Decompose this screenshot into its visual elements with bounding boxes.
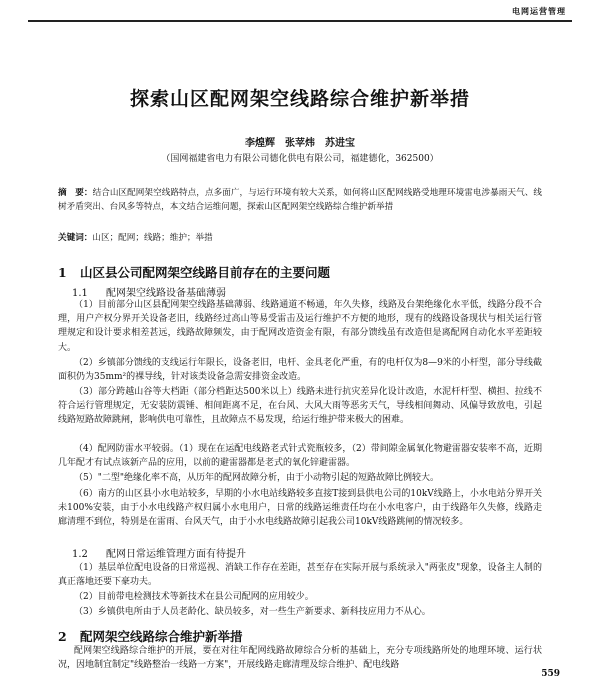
journal-header: 电网运营管理 — [512, 6, 566, 16]
subsection-title: 配网架空线路设备基础薄弱 — [106, 288, 226, 299]
subsection-title: 配网日常运维管理方面有待提升 — [106, 549, 246, 560]
body-paragraph: （3）乡镇供电所由于人员老龄化、缺员较多，对一些生产新要求、新科技应用力不从心。 — [74, 607, 431, 617]
keywords-text: 山区；配网；线路；维护；举措 — [92, 233, 213, 243]
subsection-number: 1.2 — [72, 549, 88, 560]
affiliation: （国网福建省电力有限公司德化供电有限公司，福建德化，362500） — [161, 154, 439, 164]
header-rule — [28, 20, 572, 22]
body-paragraph: （6）南方的山区县小水电站较多，早期的小水电站线路较多直接T接到县供电公司的10kV线路上，小水电站分界开关未100%安装，由于小水电线路产权归属小水电用户，日常的线路运维责任均在小水电客户，由于线路年久失修，线路走廊清理不到位，特别是在雷雨、台风天气，由于小水电线路故障引起我公司10kV线路跳闸的情况较多。 — [58, 489, 542, 528]
subsection-heading — [72, 545, 246, 560]
section-number: 1 — [58, 265, 67, 280]
paper-title: 探索山区配网架空线路综合维护新举措 — [129, 88, 470, 110]
keywords — [58, 231, 542, 243]
body-paragraph: 配网架空线路综合维护的开展，要在对往年配网线路故障综合分析的基础上，充分专项线路所处的地理环境、运行状况，因地制宜制定"线路整治一线路一方案"，开展线路走廊清理及综合维护、配电线路 — [58, 646, 542, 671]
body-paragraph: （2）乡镇部分馈线的支线运行年限长，设备老旧，电杆、金具老化严重，有的电杆仅为8—9米的小杆型，部分导线截面积仍为35mm²的裸导线，针对该类设备急需安排资金改造。 — [58, 358, 542, 383]
body-paragraph: （4）配网防雷水平较弱。（1）现在在运配电线路老式针式瓷瓶较多，（2）带间隙金属氧化物避雷器安装率不高，近期几年配才有试点该新产品的应用，以前的避雷器都是老式的氧化锌避雷器。 — [58, 444, 542, 469]
section-heading — [58, 263, 330, 281]
abstract-label: 摘 要： — [58, 188, 93, 198]
section-title: 山区县公司配网架空线路目前存在的主要问题 — [80, 265, 331, 280]
body-paragraph: （5）"二型"绝缘化率不高，从历年的配网故障分析，由于小动物引起的短路故障比例较大。 — [74, 473, 440, 483]
section-number: 2 — [58, 629, 67, 644]
section-heading — [58, 627, 243, 645]
authors: 李煌辉 张苹炜 苏进宝 — [245, 138, 355, 149]
body-paragraph: （1）目前部分山区县配网架空线路基础薄弱、线路通道不畅通，年久失修，线路及台架绝缘化水平低，线路分段不合理，用户产权分界开关设备老旧，线路经过高山等易受雷击及运行维护不方便的地形，现有的线路设备现状与相关运行管理规定和设计要求相差甚远，线路故障频发，由于配网改造资金有限，有部分馈线虽有改造但是离配网自动化水平差距较大。 — [58, 300, 542, 353]
body-paragraph: （1）基层单位配电设备的日常巡视、消缺工作存在差距，甚至存在实际开展与系统录入"两张皮"现象，设备主人制的真正落地还要下豪功夫。 — [58, 563, 542, 588]
subsection-heading — [72, 284, 226, 299]
keywords-label: 关键词： — [58, 233, 93, 243]
page-number: 559 — [541, 669, 560, 679]
subsection-number: 1.1 — [72, 288, 88, 299]
body-paragraph: （3）部分跨越山谷等大档距（部分档距达500米以上）线路未进行抗灾差异化设计改造，水泥杆杆型、横担、拉线不符合运行管理规定，无安装防震锤、相间距离不足，在台风、大风大雨等恶劣天气，导线相间舞动、风偏导致放电，引起线路短路故障跳闸，影响供电可靠性，且故障点不易发现，给运行维护带来极大的困难。 — [58, 387, 542, 426]
body-paragraph: （2）目前带电检测技术等新技术在县公司配网的应用较少。 — [74, 592, 314, 602]
section-title: 配网架空线路综合维护新举措 — [80, 629, 243, 644]
abstract-text: 结合山区配网架空线路特点，点多面广，与运行环境有较大关系，如何将山区配网线路受地理环境雷电涉暴雨天气、线树矛盾突出、台风多等特点，本文结合运维问题，探索山区配网架空线路综合维护新举措 — [58, 188, 542, 212]
abstract — [58, 186, 542, 214]
